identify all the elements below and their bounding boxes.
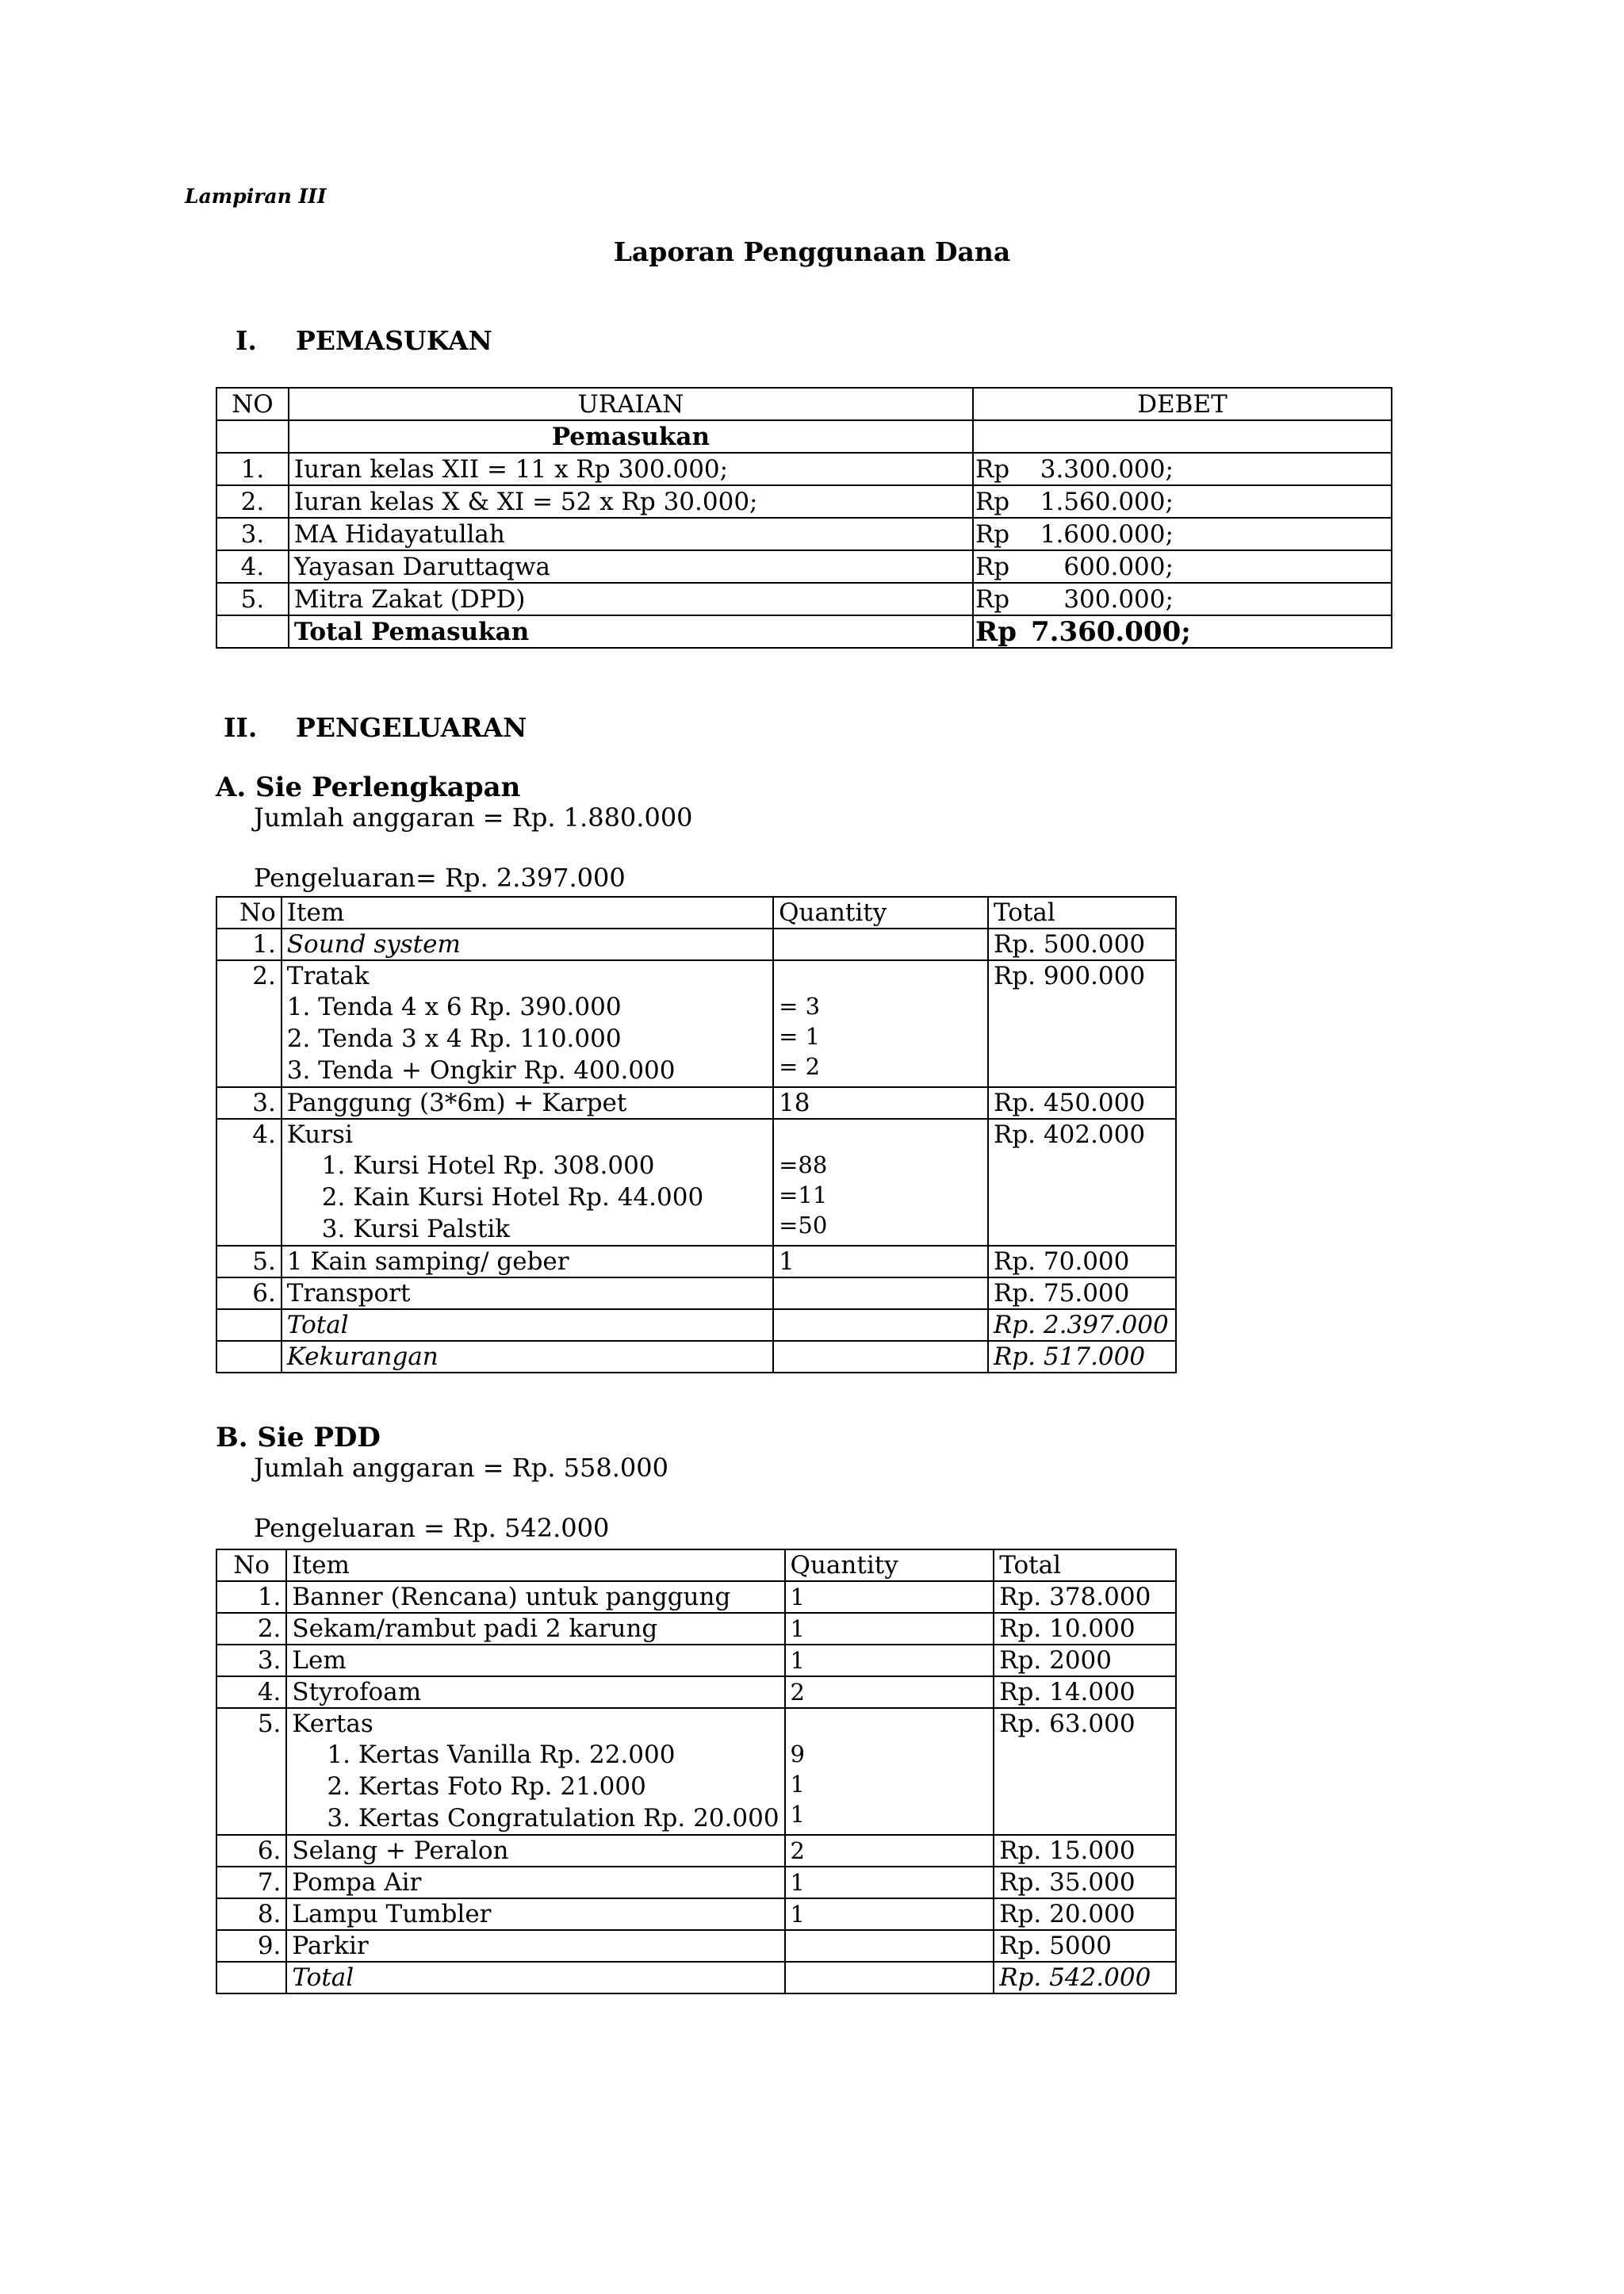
sie-a-heading: A. Sie Perlengkapan [216, 772, 521, 803]
list-item: 3. Kertas Congratulation Rp. 20.000 [327, 1804, 779, 1833]
sie-b-budget: Jumlah anggaran = Rp. 558.000 [254, 1453, 668, 1483]
list-item: 2. Kertas Foto Rp. 21.000 [327, 1772, 646, 1801]
sie-b-heading: B. Sie PDD [216, 1422, 381, 1453]
table-row: 5. 1 Kain samping/ geber 1 Rp. 70.000 [216, 1246, 1176, 1277]
column-header-uraian: URAIAN [289, 388, 973, 420]
list-item: 1. Kertas Vanilla Rp. 22.000 [327, 1741, 676, 1769]
table-row: 2. Sekam/rambut padi 2 karung 1 Rp. 10.000 [216, 1613, 1176, 1645]
table-row: 3. Panggung (3*6m) + Karpet 18 Rp. 450.000 [216, 1087, 1176, 1119]
list-item: 2. Tenda 3 x 4 Rp. 110.000 [286, 1024, 622, 1053]
table-row: 7. Pompa Air 1 Rp. 35.000 [216, 1867, 1176, 1898]
table-row: 2. Tratak 1. Tenda 4 x 6 Rp. 390.000 2. Tenda 3 x 4 Rp. 110.000 3. Tenda + Ongkir Rp. 400.000 = 3 = 1 = 2 Rp. 900.000 [216, 960, 1176, 1087]
income-table [216, 387, 1392, 649]
list-item: 3. Tenda + Ongkir Rp. 400.000 [286, 1056, 676, 1085]
column-header-no: NO [216, 388, 289, 420]
table-row: 2. Iuran kelas X & XI = 52 x Rp 30.000; Rp 1.560.000; [216, 485, 1392, 518]
section1-label: PEMASUKAN [296, 325, 492, 356]
sie-a-budget: Jumlah anggaran = Rp. 1.880.000 [254, 802, 693, 833]
list-item: 1. Tenda 4 x 6 Rp. 390.000 [286, 993, 622, 1021]
table-row: 3. Lem 1 Rp. 2000 [216, 1645, 1176, 1676]
list-item: 2. Kain Kursi Hotel Rp. 44.000 [321, 1183, 704, 1212]
section2-number: II. [224, 712, 258, 743]
group-label: Pemasukan [289, 420, 973, 453]
table-row: 3. MA Hidayatullah Rp 1.600.000; [216, 518, 1392, 550]
table-group-row [216, 420, 1392, 453]
total-row: Total Rp. 542.000 [216, 1962, 1176, 1993]
total-value: Rp 7.360.000; [973, 615, 1392, 648]
table-row: 4. Yayasan Daruttaqwa Rp 600.000; [216, 550, 1392, 583]
total-row [216, 615, 1392, 648]
table-row: 8. Lampu Tumbler 1 Rp. 20.000 [216, 1898, 1176, 1930]
list-item: 3. Kursi Palstik [321, 1215, 511, 1243]
section2-label: PENGELUARAN [296, 712, 527, 743]
sie-a-spent: Pengeluaran= Rp. 2.397.000 [254, 863, 626, 893]
table-row: 9. Parkir Rp. 5000 [216, 1930, 1176, 1962]
table-header-row: No Item Quantity Total [216, 1549, 1176, 1581]
section1-number: I. [236, 325, 257, 356]
table-header-row [216, 388, 1392, 420]
table-row: 4. Styrofoam 2 Rp. 14.000 [216, 1676, 1176, 1708]
table-row: 1. Iuran kelas XII = 11 x Rp 300.000; Rp 3.300.000; [216, 453, 1392, 485]
table-row: 5. Mitra Zakat (DPD) Rp 300.000; [216, 583, 1392, 615]
document-title: Laporan Penggunaan Dana [613, 236, 1011, 267]
table-row: 1. Banner (Rencana) untuk panggung 1 Rp. 378.000 [216, 1581, 1176, 1613]
column-header-debet: DEBET [973, 388, 1392, 420]
table-header-row: No Item Quantity Total [216, 897, 1176, 929]
attachment-label: Lampiran III [185, 185, 327, 208]
shortfall-row: Kekurangan Rp. 517.000 [216, 1341, 1176, 1373]
sie-b-table [216, 1549, 1177, 1994]
total-row: Total Rp. 2.397.000 [216, 1309, 1176, 1341]
sie-a-table [216, 896, 1177, 1373]
table-row: 6. Transport Rp. 75.000 [216, 1277, 1176, 1309]
list-item: 1. Kursi Hotel Rp. 308.000 [321, 1151, 655, 1180]
sie-b-spent: Pengeluaran = Rp. 542.000 [254, 1513, 610, 1543]
table-row: 6. Selang + Peralon 2 Rp. 15.000 [216, 1835, 1176, 1867]
total-label: Total Pemasukan [289, 615, 973, 648]
table-row: 4. Kursi 1. Kursi Hotel Rp. 308.000 2. Kain Kursi Hotel Rp. 44.000 3. Kursi Palstik =88 =11 =50 Rp. 402.000 [216, 1119, 1176, 1246]
table-row: 1. Sound system Rp. 500.000 [216, 929, 1176, 960]
table-row: 5. Kertas 1. Kertas Vanilla Rp. 22.000 2. Kertas Foto Rp. 21.000 3. Kertas Congratulation Rp. 20.000 9 1 1 Rp. 63.000 [216, 1708, 1176, 1835]
